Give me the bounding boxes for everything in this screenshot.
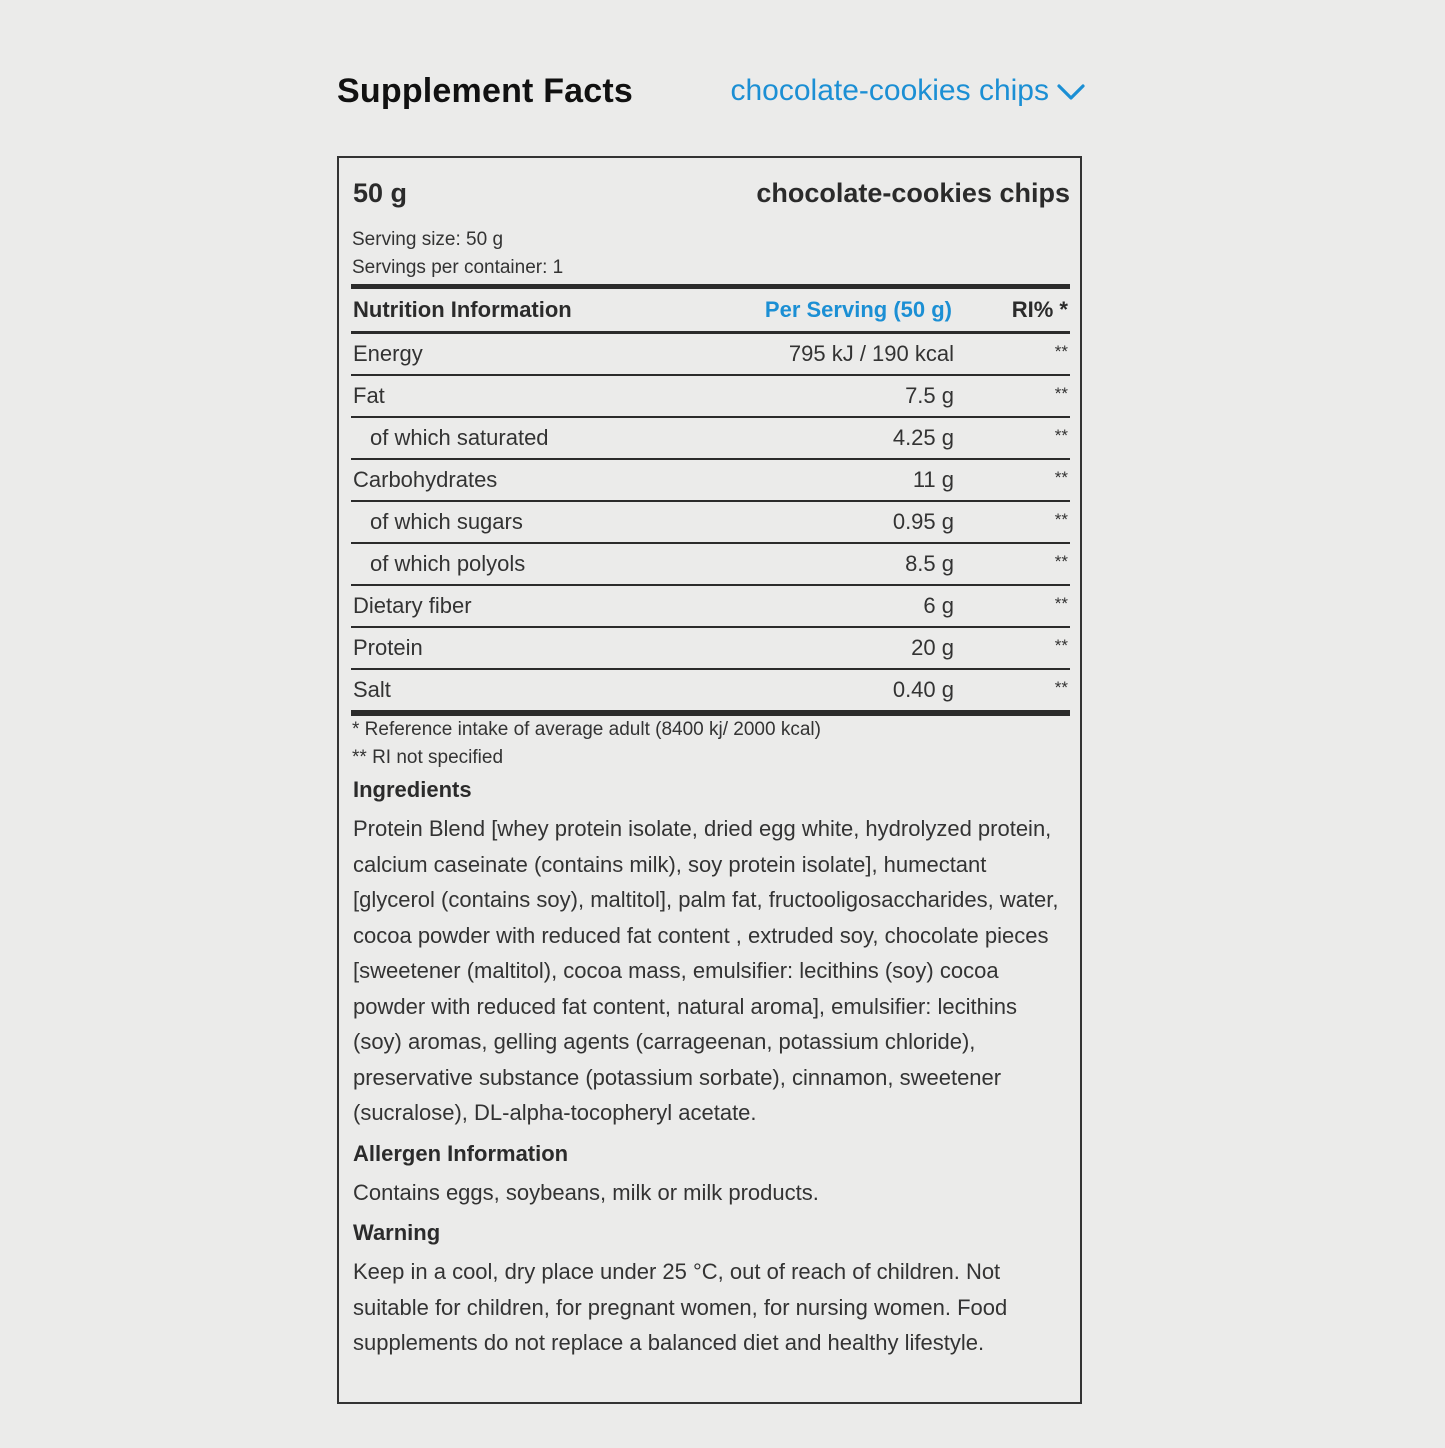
allergen-text: Contains eggs, soybeans, milk or milk products.: [353, 1179, 819, 1205]
table-row: [351, 586, 1070, 626]
servings-per-container: Servings per container: 1: [352, 257, 564, 278]
panel-top: [351, 158, 1070, 226]
nutrient-ri: **: [1054, 468, 1068, 487]
nutrient-name: of which polyols: [370, 551, 526, 576]
table-row: [351, 628, 1070, 668]
nutrient-ri: **: [1054, 510, 1068, 529]
nutrient-name: Energy: [353, 341, 423, 366]
nutrient-value: 11 g: [912, 467, 954, 492]
column-header-per-serving: Per Serving (50 g): [764, 297, 952, 322]
table-row: [351, 460, 1070, 500]
supplement-facts-panel: [337, 156, 1082, 1404]
column-header-ri: RI% *: [1011, 297, 1068, 322]
nutrient-ri: **: [1054, 636, 1068, 655]
warning-title: Warning: [353, 1220, 441, 1245]
nutrient-ri: **: [1054, 342, 1068, 361]
serving-size: Serving size: 50 g: [352, 229, 504, 250]
ingredients-title: Ingredients: [353, 777, 472, 802]
nutrient-name: of which sugars: [370, 509, 523, 534]
allergen-title: Allergen Information: [353, 1140, 569, 1166]
nutrient-ri: **: [1054, 678, 1068, 697]
warning-text: Keep in a cool, dry place under 25 °C, out of reach of children. Not suitable for children, for pregnant women, for nursing women. Food supplements do not replace a balanced diet and healthy lifestyle.: [353, 1259, 1008, 1355]
nutrient-ri: **: [1054, 552, 1068, 571]
nutrient-name: Salt: [353, 677, 391, 702]
nutrition-rows: [351, 334, 1070, 710]
nutrient-ri: **: [1054, 426, 1068, 445]
nutrient-value: 6 g: [923, 593, 954, 618]
nutrient-ri: **: [1054, 384, 1068, 403]
nutrient-value: 8.5 g: [905, 551, 954, 576]
flavor-name: chocolate-cookies chips: [756, 178, 1070, 208]
table-row: [351, 334, 1070, 374]
nutrient-name: of which saturated: [370, 425, 549, 450]
nutrition-table-header: [351, 289, 1070, 331]
nutrient-name: Fat: [353, 383, 385, 408]
nutrient-name: Dietary fiber: [353, 593, 472, 618]
table-row: [351, 376, 1070, 416]
ingredients-text: Protein Blend [whey protein isolate, dried egg white, hydrolyzed protein, calcium caseinate (contains milk), soy protein isolate], humectant [glycerol (contains soy), maltitol], palm fat, fructooligosaccharides, water, cocoa powder with reduced fat content , extruded soy, chocolate pieces [sweetener (maltitol), cocoa mass, emulsifier: lecithins (soy) cocoa powder with reduced fat content, natural aroma], emulsifier: lecithins (soy) aromas, gelling agents (carrageenan, potassium chloride), preservative substance (potassium sorbate), cinnamon, sweetener (sucralose), DL-alpha-tocopheryl acetate.: [353, 816, 1059, 1125]
nutrient-value: 0.95 g: [892, 509, 954, 534]
nutrient-name: Protein: [353, 635, 423, 660]
serving-amount: 50 g: [353, 178, 408, 208]
table-row: [351, 544, 1070, 584]
nutrient-value: 20 g: [911, 635, 954, 660]
nutrient-value: 4.25 g: [892, 425, 954, 450]
nutrient-value: 7.5 g: [905, 383, 954, 408]
table-row: [351, 502, 1070, 542]
footnote-ri-not-specified: ** RI not specified: [352, 747, 504, 768]
nutrient-value: 0.40 g: [892, 677, 954, 702]
nutrient-name: Carbohydrates: [353, 467, 498, 492]
table-row: [351, 670, 1070, 710]
footnote-reference-intake: * Reference intake of average adult (8400 kj/ 2000 kcal): [352, 719, 821, 740]
chevron-down-icon[interactable]: [1057, 83, 1085, 101]
nutrient-value: 795 kJ / 190 kcal: [788, 341, 954, 366]
supplement-facts-header: [337, 66, 1085, 116]
table-row: [351, 418, 1070, 458]
variant-dropdown-label[interactable]: chocolate-cookies chips: [730, 74, 1049, 107]
nutrient-ri: **: [1054, 594, 1068, 613]
page-title: Supplement Facts: [337, 71, 634, 110]
column-header-name: Nutrition Information: [353, 297, 572, 322]
variant-dropdown[interactable]: [730, 74, 1085, 108]
